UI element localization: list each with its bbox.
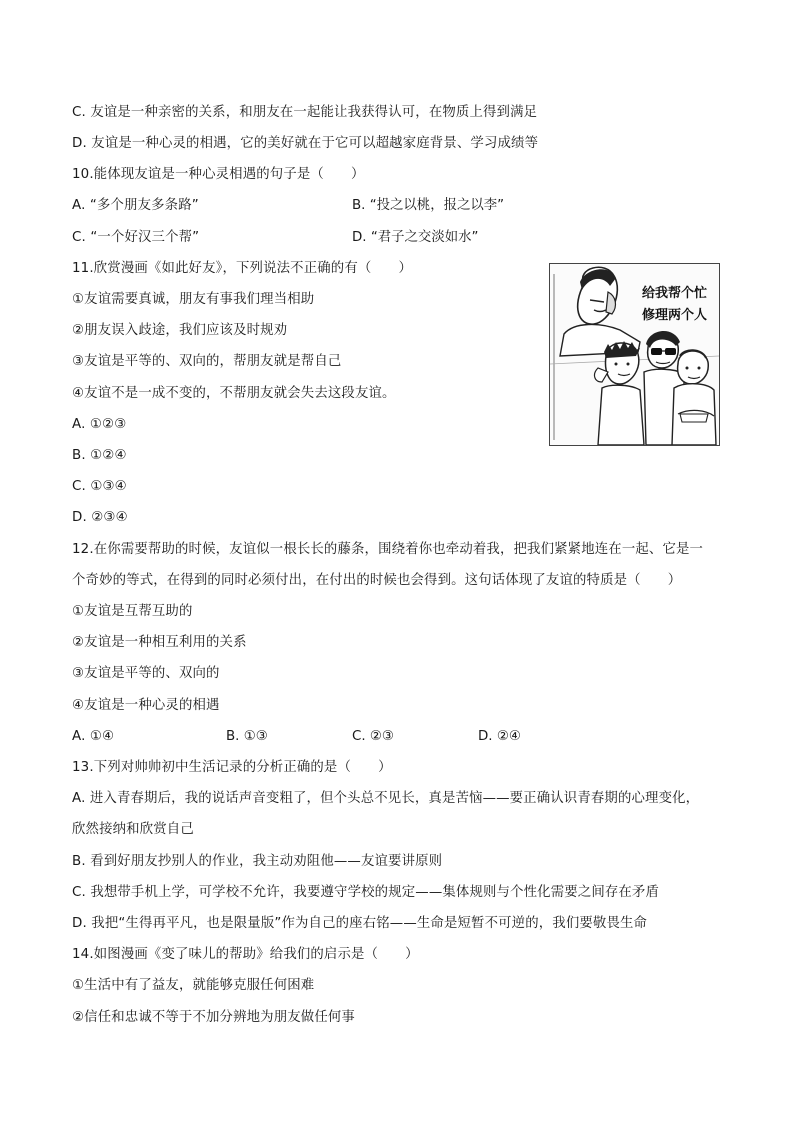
q12-stem-line2: 个奇妙的等式，在得到的同时必须付出，在付出的时候也会得到。这句话体现了友谊的特质是（ ） (72, 573, 682, 588)
cartoon-caption-line1: 给我帮个忙 (642, 286, 708, 301)
q13-option-c: C. 我想带手机上学，可学校不允许，我要遵守学校的规定——集体规则与个性化需要之间存在矛盾 (72, 885, 660, 900)
q11-stem: 11.欣赏漫画《如此好友》，下列说法不正确的有（ ） (72, 261, 413, 276)
q12-option-b: B. ①③ (226, 729, 268, 744)
q12-option-a: A. ①④ (72, 729, 115, 744)
q12-statement-1: ①友谊是互帮互助的 (72, 604, 193, 619)
q13-stem: 13.下列对帅帅初中生活记录的分析正确的是（ ） (72, 760, 392, 775)
q9-option-c: C. 友谊是一种亲密的关系，和朋友在一起能让我获得认可，在物质上得到满足 (72, 105, 538, 120)
cartoon-caption-line2: 修理两个人 (642, 308, 708, 323)
q10-option-a: A. “多个朋友多条路” (72, 198, 199, 213)
q13-option-b: B. 看到好朋友抄别人的作业，我主动劝阻他——友谊要讲原则 (72, 854, 443, 869)
q11-option-b: B. ①②④ (72, 448, 127, 463)
q11-statement-4: ④友谊不是一成不变的，不帮朋友就会失去这段友谊。 (72, 386, 396, 401)
q12-stem-line1: 12.在你需要帮助的时候，友谊似一根长长的藤条，围绕着你也牵动着我，把我们紧紧地连在一起、它是一 (72, 542, 704, 557)
q11-statement-2: ②朋友误入歧途，我们应该及时规劝 (72, 323, 288, 338)
q10-option-c: C. “一个好汉三个帮” (72, 230, 200, 245)
q13-option-a-line2: 欣然接纳和欣赏自己 (72, 822, 194, 837)
q12-statement-2: ②友谊是一种相互利用的关系 (72, 635, 247, 650)
q12-option-d: D. ②④ (478, 729, 521, 744)
q13-option-d: D. 我把“生得再平凡，也是限量版”作为自己的座右铭——生命是短暂不可逆的，我们要敬畏生命 (72, 916, 648, 931)
q13-option-a-line1: A. 进入青春期后，我的说话声音变粗了，但个头总不见长，真是苦恼——要正确认识青春期的心理变化， (72, 791, 700, 806)
q11-option-d: D. ②③④ (72, 510, 128, 525)
q10-option-d: D. “君子之交淡如水” (352, 230, 479, 245)
q12-option-c: C. ②③ (352, 729, 394, 744)
q11-option-a: A. ①②③ (72, 417, 127, 432)
q11-statement-3: ③友谊是平等的、双向的，帮朋友就是帮自己 (72, 354, 342, 369)
q9-option-d: D. 友谊是一种心灵的相遇，它的美好就在于它可以超越家庭背景、学习成绩等 (72, 136, 539, 151)
q14-stem: 14.如图漫画《变了味儿的帮助》给我们的启示是（ ） (72, 947, 419, 962)
q11-option-c: C. ①③④ (72, 479, 127, 494)
cartoon-such-good-friends (549, 263, 720, 446)
q14-statement-1: ①生活中有了益友，就能够克服任何困难 (72, 978, 315, 993)
q10-option-b: B. “投之以桃，报之以李” (352, 198, 505, 213)
q10-stem: 10.能体现友谊是一种心灵相遇的句子是（ ） (72, 167, 365, 182)
q12-statement-4: ④友谊是一种心灵的相遇 (72, 698, 220, 713)
q14-statement-2: ②信任和忠诚不等于不加分辨地为朋友做任何事 (72, 1010, 355, 1025)
q11-statement-1: ①友谊需要真诚，朋友有事我们理当相助 (72, 292, 315, 307)
q12-statement-3: ③友谊是平等的、双向的 (72, 666, 220, 681)
